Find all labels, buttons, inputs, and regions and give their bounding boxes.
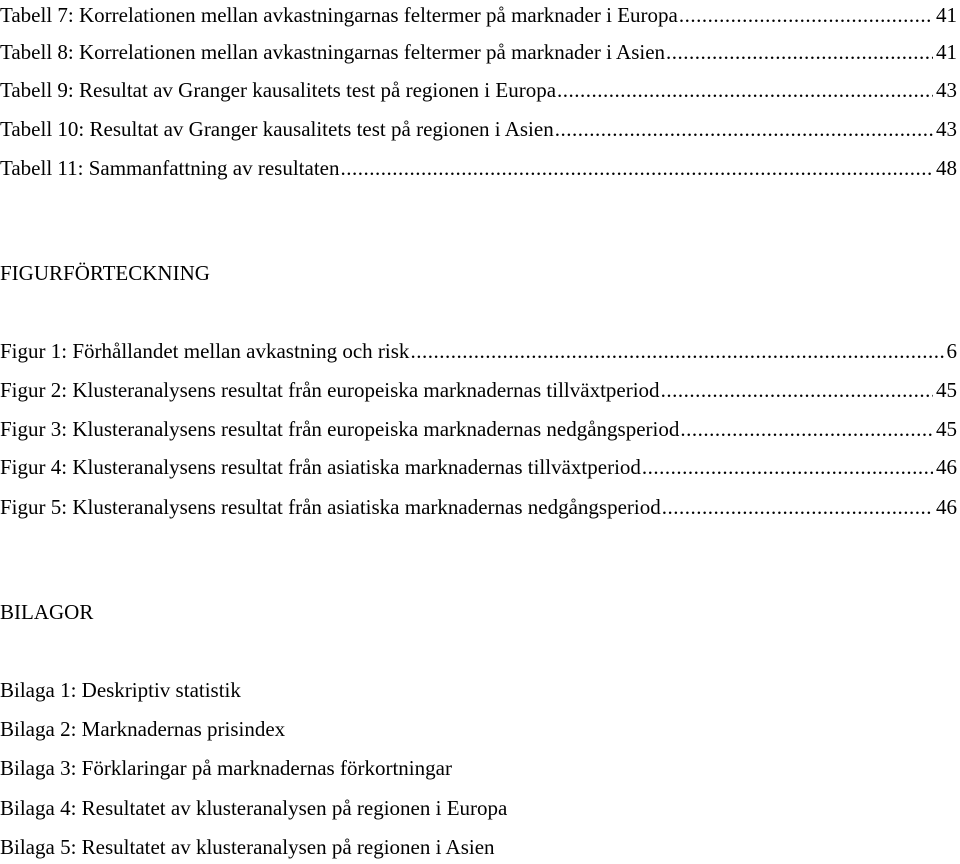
toc-entry-title: Tabell 10: Resultat av Granger kausalitets test på regionen i Asien bbox=[0, 117, 554, 141]
appendix-item: Bilaga 4: Resultatet av klusteranalysen på regionen i Europa bbox=[0, 796, 508, 820]
toc-table-entry bbox=[0, 40, 960, 64]
toc-entry-title: Figur 3: Klusteranalysens resultat från europeiska marknadernas nedgångsperiod bbox=[0, 417, 680, 441]
toc-figure-entry bbox=[0, 455, 960, 479]
toc-entry-title: Figur 5: Klusteranalysens resultat från asiatiska marknadernas nedgångsperiod bbox=[0, 495, 661, 519]
dot-leader bbox=[666, 40, 933, 64]
toc-entry-page: 41 bbox=[936, 40, 957, 64]
toc-entry-title: Tabell 9: Resultat av Granger kausalitets test på regionen i Europa bbox=[0, 78, 557, 102]
toc-entry-page: 45 bbox=[936, 417, 957, 441]
toc-table-entry bbox=[0, 156, 960, 180]
dot-leader bbox=[680, 417, 933, 441]
toc-entry-page: 46 bbox=[936, 495, 957, 519]
toc-entry-page: 43 bbox=[936, 117, 957, 141]
dot-leader bbox=[555, 117, 933, 141]
toc-entry-page: 46 bbox=[936, 455, 957, 479]
toc-entry-title: Figur 4: Klusteranalysens resultat från asiatiska marknadernas tillväxtperiod bbox=[0, 455, 641, 479]
appendix-item: Bilaga 1: Deskriptiv statistik bbox=[0, 678, 241, 702]
toc-entry-page: 6 bbox=[946, 339, 957, 363]
toc-entry-title: Figur 1: Förhållandet mellan avkastning och risk bbox=[0, 339, 410, 363]
appendix-item: Bilaga 2: Marknadernas prisindex bbox=[0, 717, 286, 741]
toc-table-entry bbox=[0, 117, 960, 141]
toc-figure-entry bbox=[0, 339, 960, 363]
toc-entry-title: Figur 2: Klusteranalysens resultat från europeiska marknadernas tillväxtperiod bbox=[0, 378, 660, 402]
dot-leader bbox=[679, 3, 933, 27]
appendix-item: Bilaga 3: Förklaringar på marknadernas förkortningar bbox=[0, 756, 452, 780]
dot-leader bbox=[661, 378, 933, 402]
dot-leader bbox=[410, 339, 943, 363]
toc-entry-page: 48 bbox=[936, 156, 957, 180]
dot-leader bbox=[662, 495, 933, 519]
toc-entry-page: 45 bbox=[936, 378, 957, 402]
dot-leader bbox=[557, 78, 933, 102]
toc-entry-title: Tabell 11: Sammanfattning av resultaten bbox=[0, 156, 340, 180]
appendix-heading: BILAGOR bbox=[0, 600, 94, 624]
toc-figure-entry bbox=[0, 495, 960, 519]
toc-figure-entry bbox=[0, 417, 960, 441]
dot-leader bbox=[642, 455, 933, 479]
toc-table-entry bbox=[0, 78, 960, 102]
figures-heading: FIGURFÖRTECKNING bbox=[0, 261, 210, 285]
toc-entry-page: 41 bbox=[936, 3, 957, 27]
dot-leader bbox=[341, 156, 934, 180]
appendix-item: Bilaga 5: Resultatet av klusteranalysen på regionen i Asien bbox=[0, 835, 495, 859]
toc-entry-title: Tabell 8: Korrelationen mellan avkastningarnas feltermer på marknader i Asien bbox=[0, 40, 666, 64]
toc-entry-title: Tabell 7: Korrelationen mellan avkastningarnas feltermer på marknader i Europa bbox=[0, 3, 678, 27]
toc-figure-entry bbox=[0, 378, 960, 402]
toc-table-entry bbox=[0, 3, 960, 27]
toc-entry-page: 43 bbox=[936, 78, 957, 102]
